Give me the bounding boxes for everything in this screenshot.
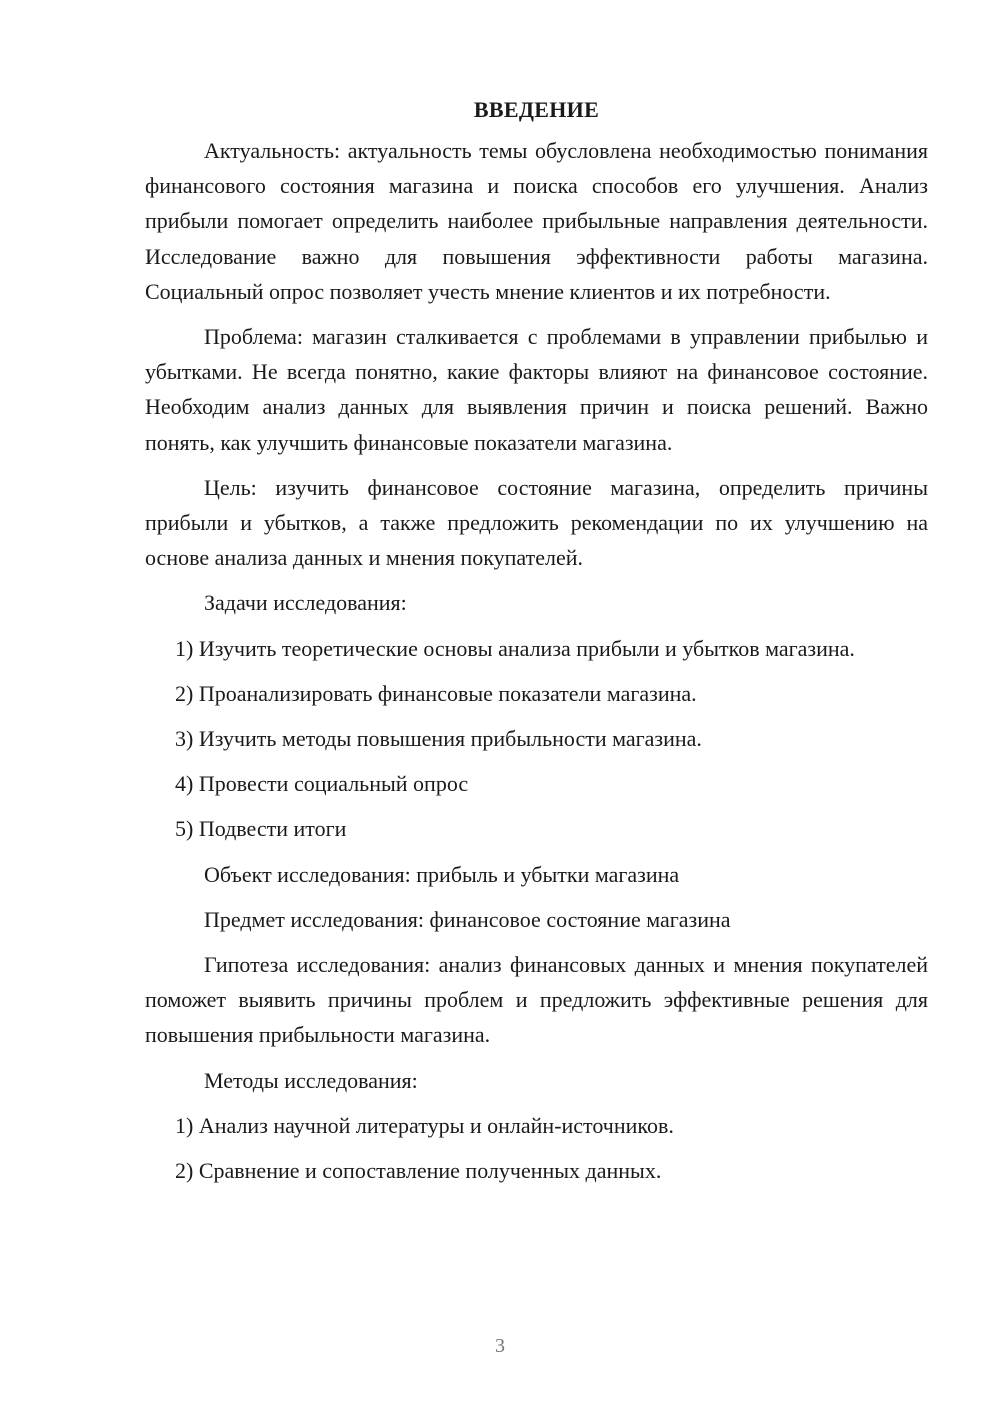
relevance-paragraph: Актуальность: актуальность темы обусловлена необходимостью понимания финансового состояния магазина и поиска способов его улучшения. Анализ прибыли помогает определить наиболее прибыльные направления деятельности. Исследование важно для повышения эффективности работы магазина. Социальный опрос позволяет учесть мнение клиентов и их потребности.	[145, 138, 928, 304]
tasks-title: Задачи исследования:	[204, 590, 407, 616]
hypothesis-paragraph: Гипотеза исследования: анализ финансовых данных и мнения покупателей поможет выявить причины проблем и предложить эффективные решения для повышения прибыльности магазина.	[145, 952, 928, 1048]
document-page	[145, 92, 928, 1198]
methods-title: Методы исследования:	[204, 1067, 418, 1093]
subject-paragraph: Предмет исследования: финансовое состояние магазина	[204, 906, 731, 932]
page-number: 3	[495, 1335, 505, 1357]
goal-paragraph: Цель: изучить финансовое состояние магазина, определить причины прибыли и убытков, а также предложить рекомендации по их улучшению на основе анализа данных и мнения покупателей.	[145, 474, 928, 571]
method-item: 1) Анализ научной литературы и онлайн-источников.	[175, 1112, 674, 1138]
task-item: 4) Провести социальный опрос	[175, 771, 469, 797]
method-item: 2) Сравнение и сопоставление полученных данных.	[175, 1158, 662, 1184]
task-item: 2) Проанализировать финансовые показатели магазина.	[175, 680, 697, 706]
problem-paragraph: Проблема: магазин сталкивается с проблемами в управлении прибылью и убытками. Не всегда понятно, какие факторы влияют на финансовое состояние. Необходим анализ данных для выявления причин и поиска решений. Важно понять, как улучшить финансовые показатели магазина.	[145, 324, 928, 455]
section-heading: ВВЕДЕНИЕ	[473, 97, 600, 122]
task-item: 5) Подвести итоги	[175, 816, 347, 842]
task-item: 1) Изучить теоретические основы анализа прибыли и убытков магазина.	[175, 635, 855, 661]
task-item: 3) Изучить методы повышения прибыльности магазина.	[175, 726, 702, 752]
object-paragraph: Объект исследования: прибыль и убытки магазина	[204, 861, 680, 887]
